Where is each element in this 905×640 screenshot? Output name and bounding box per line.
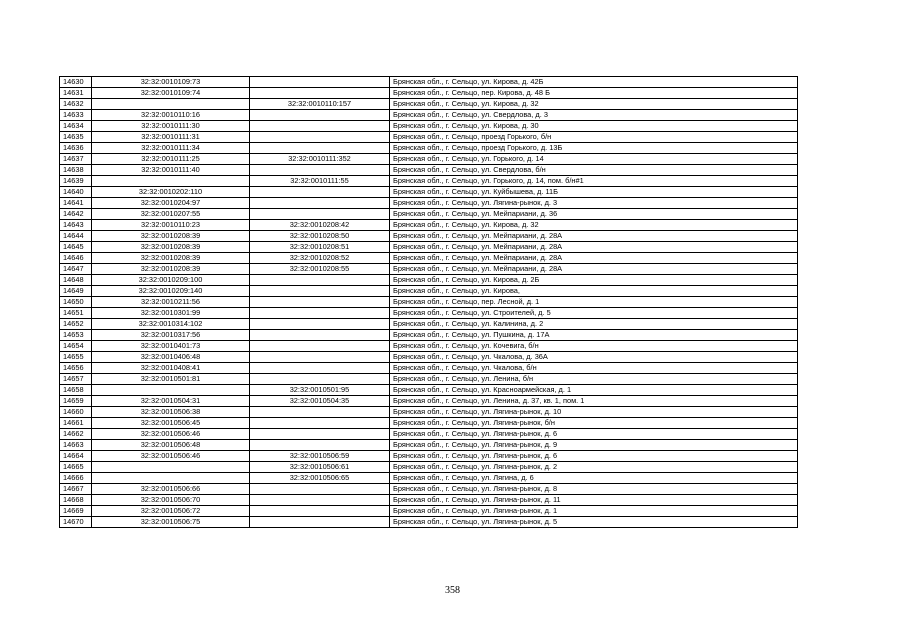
address-cell: Брянская обл., г. Сельцо, ул. Калинина, д. 2 — [390, 319, 798, 330]
related-cadastral-number-cell — [250, 308, 390, 319]
address-cell: Брянская обл., г. Сельцо, ул. Лягина-рынок, д. 2 — [390, 462, 798, 473]
row-number-cell: 14668 — [60, 495, 92, 506]
table-row — [60, 495, 798, 506]
address-cell: Брянская обл., г. Сельцо, ул. Горького, д. 14, пом. б/н#1 — [390, 176, 798, 187]
row-number-cell: 14633 — [60, 110, 92, 121]
related-cadastral-number-cell — [250, 429, 390, 440]
table-row — [60, 429, 798, 440]
row-number-cell: 14661 — [60, 418, 92, 429]
related-cadastral-number-cell: 32:32:0010506:65 — [250, 473, 390, 484]
related-cadastral-number-cell — [250, 88, 390, 99]
address-cell: Брянская обл., г. Сельцо, ул. Мейпариани, д. 28А — [390, 264, 798, 275]
related-cadastral-number-cell: 32:32:0010111:55 — [250, 176, 390, 187]
table-row — [60, 462, 798, 473]
address-cell: Брянская обл., г. Сельцо, ул. Кочевига, б/н — [390, 341, 798, 352]
address-cell: Брянская обл., г. Сельцо, ул. Кирова, д. 32 — [390, 99, 798, 110]
cadastral-number-cell: 32:32:0010506:75 — [92, 517, 250, 528]
cadastral-number-cell: 32:32:0010506:72 — [92, 506, 250, 517]
table-row — [60, 319, 798, 330]
cadastral-number-cell: 32:32:0010506:46 — [92, 429, 250, 440]
cadastral-number-cell: 32:32:0010110:23 — [92, 220, 250, 231]
table-row — [60, 209, 798, 220]
table-row — [60, 418, 798, 429]
cadastral-number-cell: 32:32:0010501:81 — [92, 374, 250, 385]
related-cadastral-number-cell — [250, 143, 390, 154]
related-cadastral-number-cell — [250, 341, 390, 352]
row-number-cell: 14652 — [60, 319, 92, 330]
table-row — [60, 231, 798, 242]
table-row — [60, 407, 798, 418]
address-cell: Брянская обл., г. Сельцо, ул. Мейпариани, д. 36 — [390, 209, 798, 220]
registry-table — [59, 76, 798, 528]
table-row — [60, 121, 798, 132]
cadastral-number-cell: 32:32:0010208:39 — [92, 242, 250, 253]
cadastral-number-cell: 32:32:0010506:66 — [92, 484, 250, 495]
row-number-cell: 14638 — [60, 165, 92, 176]
related-cadastral-number-cell: 32:32:0010208:52 — [250, 253, 390, 264]
address-cell: Брянская обл., г. Сельцо, ул. Лягина-рынок, д. 9 — [390, 440, 798, 451]
row-number-cell: 14641 — [60, 198, 92, 209]
address-cell: Брянская обл., г. Сельцо, ул. Лягина-рынок, д. 10 — [390, 407, 798, 418]
cadastral-number-cell: 32:32:0010111:31 — [92, 132, 250, 143]
related-cadastral-number-cell: 32:32:0010506:61 — [250, 462, 390, 473]
cadastral-number-cell — [92, 176, 250, 187]
row-number-cell: 14648 — [60, 275, 92, 286]
address-cell: Брянская обл., г. Сельцо, ул. Лягина-рынок, д. 11 — [390, 495, 798, 506]
related-cadastral-number-cell — [250, 121, 390, 132]
table-row — [60, 176, 798, 187]
table-row — [60, 264, 798, 275]
cadastral-number-cell: 32:32:0010207:55 — [92, 209, 250, 220]
address-cell: Брянская обл., г. Сельцо, ул. Кирова, д. 2Б — [390, 275, 798, 286]
related-cadastral-number-cell: 32:32:0010111:352 — [250, 154, 390, 165]
row-number-cell: 14651 — [60, 308, 92, 319]
related-cadastral-number-cell — [250, 484, 390, 495]
table-row — [60, 330, 798, 341]
related-cadastral-number-cell: 32:32:0010501:95 — [250, 385, 390, 396]
table-row — [60, 473, 798, 484]
table-row — [60, 198, 798, 209]
cadastral-number-cell: 32:32:0010314:102 — [92, 319, 250, 330]
table-row — [60, 143, 798, 154]
row-number-cell: 14649 — [60, 286, 92, 297]
address-cell: Брянская обл., г. Сельцо, ул. Ленина, д. 37, кв. 1, пом. 1 — [390, 396, 798, 407]
table-row — [60, 242, 798, 253]
row-number-cell: 14630 — [60, 77, 92, 88]
row-number-cell: 14660 — [60, 407, 92, 418]
related-cadastral-number-cell: 32:32:0010208:51 — [250, 242, 390, 253]
table-row — [60, 110, 798, 121]
cadastral-number-cell — [92, 385, 250, 396]
address-cell: Брянская обл., г. Сельцо, ул. Ленина, б/н — [390, 374, 798, 385]
table-row — [60, 154, 798, 165]
table-row — [60, 396, 798, 407]
related-cadastral-number-cell: 32:32:0010506:59 — [250, 451, 390, 462]
row-number-cell: 14645 — [60, 242, 92, 253]
cadastral-number-cell: 32:32:0010406:48 — [92, 352, 250, 363]
related-cadastral-number-cell — [250, 517, 390, 528]
address-cell: Брянская обл., г. Сельцо, проезд Горького, д. 13Б — [390, 143, 798, 154]
address-cell: Брянская обл., г. Сельцо, ул. Кирова, д. 30 — [390, 121, 798, 132]
cadastral-number-cell: 32:32:0010204:97 — [92, 198, 250, 209]
cadastral-number-cell: 32:32:0010506:45 — [92, 418, 250, 429]
row-number-cell: 14657 — [60, 374, 92, 385]
row-number-cell: 14643 — [60, 220, 92, 231]
row-number-cell: 14653 — [60, 330, 92, 341]
table-row — [60, 517, 798, 528]
row-number-cell: 14658 — [60, 385, 92, 396]
address-cell: Брянская обл., г. Сельцо, ул. Лягина-рынок, б/н — [390, 418, 798, 429]
related-cadastral-number-cell — [250, 209, 390, 220]
cadastral-number-cell: 32:32:0010504:31 — [92, 396, 250, 407]
table-row — [60, 99, 798, 110]
row-number-cell: 14636 — [60, 143, 92, 154]
address-cell: Брянская обл., г. Сельцо, ул. Лягина-рынок, д. 8 — [390, 484, 798, 495]
related-cadastral-number-cell — [250, 165, 390, 176]
row-number-cell: 14640 — [60, 187, 92, 198]
related-cadastral-number-cell — [250, 363, 390, 374]
address-cell: Брянская обл., г. Сельцо, ул. Горького, д. 14 — [390, 154, 798, 165]
related-cadastral-number-cell: 32:32:0010110:157 — [250, 99, 390, 110]
table-row — [60, 451, 798, 462]
row-number-cell: 14655 — [60, 352, 92, 363]
cadastral-number-cell: 32:32:0010109:73 — [92, 77, 250, 88]
table-row — [60, 341, 798, 352]
row-number-cell: 14654 — [60, 341, 92, 352]
address-cell: Брянская обл., г. Сельцо, ул. Свердлова, б/н — [390, 165, 798, 176]
address-cell: Брянская обл., г. Сельцо, пер. Кирова, д. 48 Б — [390, 88, 798, 99]
cadastral-number-cell: 32:32:0010109:74 — [92, 88, 250, 99]
related-cadastral-number-cell — [250, 275, 390, 286]
related-cadastral-number-cell — [250, 374, 390, 385]
row-number-cell: 14663 — [60, 440, 92, 451]
row-number-cell: 14635 — [60, 132, 92, 143]
row-number-cell: 14639 — [60, 176, 92, 187]
cadastral-number-cell: 32:32:0010111:40 — [92, 165, 250, 176]
address-cell: Брянская обл., г. Сельцо, ул. Куйбышева, д. 11Б — [390, 187, 798, 198]
row-number-cell: 14644 — [60, 231, 92, 242]
address-cell: Брянская обл., г. Сельцо, ул. Лягина, д. 6 — [390, 473, 798, 484]
cadastral-number-cell: 32:32:0010506:48 — [92, 440, 250, 451]
related-cadastral-number-cell — [250, 187, 390, 198]
table-row — [60, 187, 798, 198]
cadastral-number-cell — [92, 473, 250, 484]
related-cadastral-number-cell — [250, 77, 390, 88]
cadastral-number-cell: 32:32:0010408:41 — [92, 363, 250, 374]
related-cadastral-number-cell — [250, 407, 390, 418]
address-cell: Брянская обл., г. Сельцо, ул. Мейпариани, д. 28А — [390, 253, 798, 264]
page-number: 358 — [445, 585, 460, 596]
table-row — [60, 132, 798, 143]
cadastral-number-cell: 32:32:0010301:99 — [92, 308, 250, 319]
registry-table-body — [60, 77, 798, 528]
cadastral-number-cell: 32:32:0010208:39 — [92, 264, 250, 275]
table-row — [60, 506, 798, 517]
table-row — [60, 308, 798, 319]
cadastral-number-cell: 32:32:0010111:34 — [92, 143, 250, 154]
table-row — [60, 88, 798, 99]
table-row — [60, 165, 798, 176]
related-cadastral-number-cell — [250, 418, 390, 429]
row-number-cell: 14666 — [60, 473, 92, 484]
address-cell: Брянская обл., г. Сельцо, ул. Лягина-рынок, д. 6 — [390, 451, 798, 462]
table-row — [60, 440, 798, 451]
address-cell: Брянская обл., г. Сельцо, ул. Чкалова, д. 36А — [390, 352, 798, 363]
table-row — [60, 484, 798, 495]
address-cell: Брянская обл., г. Сельцо, пер. Лесной, д. 1 — [390, 297, 798, 308]
row-number-cell: 14667 — [60, 484, 92, 495]
address-cell: Брянская обл., г. Сельцо, ул. Лягина-рынок, д. 6 — [390, 429, 798, 440]
address-cell: Брянская обл., г. Сельцо, ул. Пушкина, д. 17А — [390, 330, 798, 341]
cadastral-number-cell: 32:32:0010111:25 — [92, 154, 250, 165]
related-cadastral-number-cell — [250, 319, 390, 330]
related-cadastral-number-cell — [250, 440, 390, 451]
row-number-cell: 14646 — [60, 253, 92, 264]
address-cell: Брянская обл., г. Сельцо, ул. Лягина-рынок, д. 5 — [390, 517, 798, 528]
related-cadastral-number-cell: 32:32:0010504:35 — [250, 396, 390, 407]
table-row — [60, 363, 798, 374]
related-cadastral-number-cell — [250, 286, 390, 297]
row-number-cell: 14632 — [60, 99, 92, 110]
related-cadastral-number-cell — [250, 132, 390, 143]
table-row — [60, 77, 798, 88]
cadastral-number-cell: 32:32:0010401:73 — [92, 341, 250, 352]
table-row — [60, 286, 798, 297]
cadastral-number-cell: 32:32:0010209:100 — [92, 275, 250, 286]
address-cell: Брянская обл., г. Сельцо, ул. Чкалова, б/н — [390, 363, 798, 374]
table-row — [60, 352, 798, 363]
related-cadastral-number-cell — [250, 297, 390, 308]
table-row — [60, 275, 798, 286]
row-number-cell: 14650 — [60, 297, 92, 308]
address-cell: Брянская обл., г. Сельцо, ул. Лягина-рынок, д. 3 — [390, 198, 798, 209]
cadastral-number-cell: 32:32:0010110:16 — [92, 110, 250, 121]
address-cell: Брянская обл., г. Сельцо, ул. Лягина-рынок, д. 1 — [390, 506, 798, 517]
related-cadastral-number-cell — [250, 198, 390, 209]
row-number-cell: 14647 — [60, 264, 92, 275]
row-number-cell: 14631 — [60, 88, 92, 99]
address-cell: Брянская обл., г. Сельцо, ул. Строителей, д. 5 — [390, 308, 798, 319]
address-cell: Брянская обл., г. Сельцо, ул. Мейпариани, д. 28А — [390, 231, 798, 242]
related-cadastral-number-cell — [250, 506, 390, 517]
cadastral-number-cell — [92, 99, 250, 110]
cadastral-number-cell: 32:32:0010208:39 — [92, 231, 250, 242]
related-cadastral-number-cell: 32:32:0010208:55 — [250, 264, 390, 275]
cadastral-number-cell: 32:32:0010111:30 — [92, 121, 250, 132]
address-cell: Брянская обл., г. Сельцо, ул. Красноармейская, д. 1 — [390, 385, 798, 396]
cadastral-number-cell: 32:32:0010211:56 — [92, 297, 250, 308]
row-number-cell: 14656 — [60, 363, 92, 374]
row-number-cell: 14670 — [60, 517, 92, 528]
cadastral-number-cell: 32:32:0010506:38 — [92, 407, 250, 418]
cadastral-number-cell — [92, 462, 250, 473]
address-cell: Брянская обл., г. Сельцо, ул. Кирова, — [390, 286, 798, 297]
cadastral-number-cell: 32:32:0010202:110 — [92, 187, 250, 198]
address-cell: Брянская обл., г. Сельцо, проезд Горького, б/н — [390, 132, 798, 143]
cadastral-number-cell: 32:32:0010506:46 — [92, 451, 250, 462]
address-cell: Брянская обл., г. Сельцо, ул. Свердлова, д. 3 — [390, 110, 798, 121]
row-number-cell: 14659 — [60, 396, 92, 407]
cadastral-number-cell: 32:32:0010506:70 — [92, 495, 250, 506]
row-number-cell: 14637 — [60, 154, 92, 165]
table-row — [60, 253, 798, 264]
row-number-cell: 14665 — [60, 462, 92, 473]
related-cadastral-number-cell — [250, 330, 390, 341]
address-cell: Брянская обл., г. Сельцо, ул. Кирова, д. 42Б — [390, 77, 798, 88]
related-cadastral-number-cell — [250, 495, 390, 506]
cadastral-number-cell: 32:32:0010209:140 — [92, 286, 250, 297]
row-number-cell: 14642 — [60, 209, 92, 220]
related-cadastral-number-cell — [250, 110, 390, 121]
cadastral-number-cell: 32:32:0010208:39 — [92, 253, 250, 264]
row-number-cell: 14669 — [60, 506, 92, 517]
related-cadastral-number-cell: 32:32:0010208:50 — [250, 231, 390, 242]
table-row — [60, 297, 798, 308]
table-row — [60, 220, 798, 231]
table-row — [60, 385, 798, 396]
table-row — [60, 374, 798, 385]
row-number-cell: 14662 — [60, 429, 92, 440]
row-number-cell: 14634 — [60, 121, 92, 132]
related-cadastral-number-cell — [250, 352, 390, 363]
cadastral-number-cell: 32:32:0010317:56 — [92, 330, 250, 341]
address-cell: Брянская обл., г. Сельцо, ул. Мейпариани, д. 28А — [390, 242, 798, 253]
related-cadastral-number-cell: 32:32:0010208:42 — [250, 220, 390, 231]
row-number-cell: 14664 — [60, 451, 92, 462]
address-cell: Брянская обл., г. Сельцо, ул. Кирова, д. 32 — [390, 220, 798, 231]
